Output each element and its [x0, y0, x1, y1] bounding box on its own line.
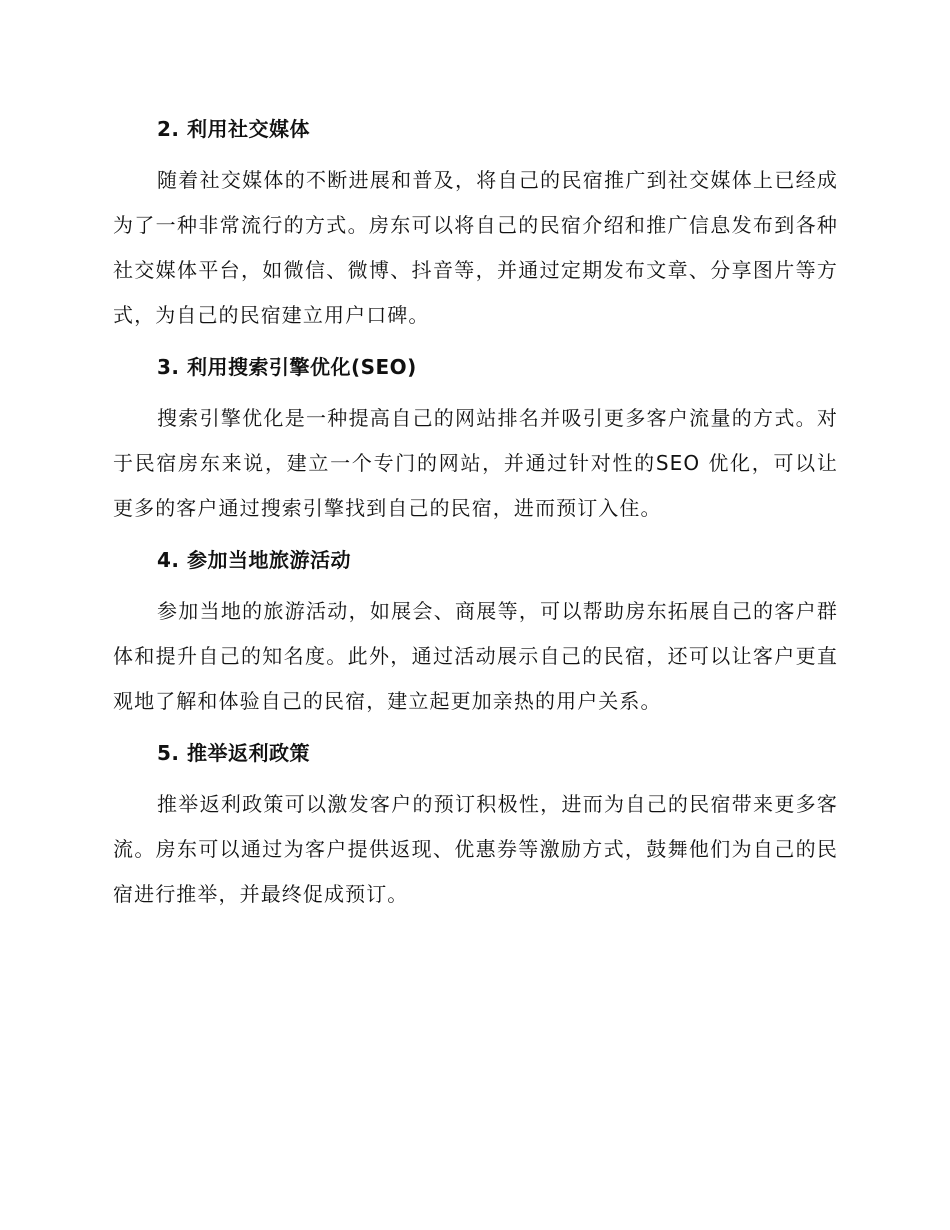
- section-referral-rebate: [113, 734, 838, 917]
- section-paragraph: 推举返利政策可以激发客户的预订积极性，进而为自己的民宿带来更多客流。房东可以通过为客户提供返现、优惠券等激励方式，鼓舞他们为自己的民宿进行推举，并最终促成预订。: [113, 792, 838, 906]
- section-social-media: [113, 110, 838, 338]
- section-heading: 5. 推举返利政策: [157, 741, 310, 765]
- section-local-tourism: [113, 541, 838, 724]
- section-heading: 2. 利用社交媒体: [157, 117, 310, 141]
- section-heading: 3. 利用搜索引擎优化(SEO): [157, 355, 417, 379]
- section-heading: 4. 参加当地旅游活动: [157, 548, 351, 572]
- document-body: [113, 110, 838, 927]
- section-seo: [113, 348, 838, 531]
- section-paragraph: 随着社交媒体的不断进展和普及，将自己的民宿推广到社交媒体上已经成为了一种非常流行的方式。房东可以将自己的民宿介绍和推广信息发布到各种社交媒体平台，如微信、微博、抖音等，并通过定期发布文章、分享图片等方式，为自己的民宿建立用户口碑。: [113, 168, 838, 327]
- section-paragraph: 参加当地的旅游活动，如展会、商展等，可以帮助房东拓展自己的客户群体和提升自己的知名度。此外，通过活动展示自己的民宿，还可以让客户更直观地了解和体验自己的民宿，建立起更加亲热的用户关系。: [113, 599, 838, 713]
- section-paragraph: 搜索引擎优化是一种提高自己的网站排名并吸引更多客户流量的方式。对于民宿房东来说，建立一个专门的网站，并通过针对性的SEO 优化，可以让更多的客户通过搜索引擎找到自己的民宿，进而预订入住。: [113, 406, 838, 520]
